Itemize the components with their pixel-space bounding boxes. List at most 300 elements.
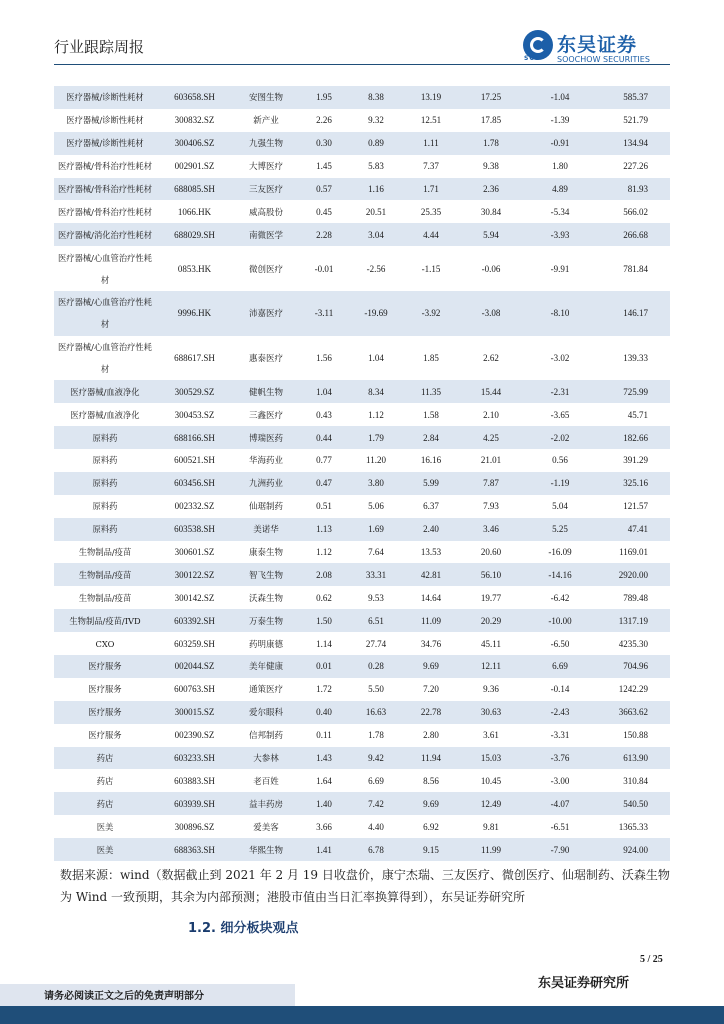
stock-code-cell: 002332.SZ xyxy=(156,495,233,518)
market-cap-cell: 134.94 xyxy=(597,132,670,155)
change-pct-cell: -3.65 xyxy=(523,403,597,426)
report-type-title: 行业跟踪周报 xyxy=(54,38,145,56)
eps-2021-cell: 1.85 xyxy=(403,336,459,381)
industry-cell: 药店 xyxy=(54,792,156,815)
eps-2020-cell: 8.38 xyxy=(349,86,403,109)
industry-cell: 医疗器械/心血管治疗性耗材 xyxy=(54,291,156,336)
logo-chinese-name: 东吴证券 xyxy=(557,34,638,56)
eps-2020-cell: 1.16 xyxy=(349,178,403,201)
change-pct-cell: -1.19 xyxy=(523,472,597,495)
stock-code-cell: 603392.SH xyxy=(156,609,233,632)
eps-2019-cell: 1.41 xyxy=(299,838,349,861)
company-name-cell: 万泰生物 xyxy=(233,609,299,632)
eps-2022-cell: 12.11 xyxy=(459,655,523,678)
eps-2021-cell: 6.37 xyxy=(403,495,459,518)
eps-2019-cell: 1.43 xyxy=(299,747,349,770)
eps-2022-cell: 12.49 xyxy=(459,792,523,815)
eps-2019-cell: 1.72 xyxy=(299,678,349,701)
eps-2020-cell: 6.51 xyxy=(349,609,403,632)
eps-2021-cell: 1.11 xyxy=(403,132,459,155)
market-cap-cell: 391.29 xyxy=(597,449,670,472)
eps-2022-cell: 20.29 xyxy=(459,609,523,632)
eps-2020-cell: 6.69 xyxy=(349,769,403,792)
eps-2019-cell: 3.66 xyxy=(299,815,349,838)
eps-2021-cell: 11.94 xyxy=(403,747,459,770)
company-name-cell: 惠泰医疗 xyxy=(233,336,299,381)
market-cap-cell: 4235.30 xyxy=(597,632,670,655)
eps-2020-cell: 6.78 xyxy=(349,838,403,861)
eps-2019-cell: 0.45 xyxy=(299,200,349,223)
change-pct-cell: -3.76 xyxy=(523,747,597,770)
eps-2021-cell: 16.16 xyxy=(403,449,459,472)
change-pct-cell: -3.00 xyxy=(523,769,597,792)
logo-abbreviation: SCS xyxy=(524,55,541,62)
change-pct-cell: -6.42 xyxy=(523,586,597,609)
market-cap-cell: 1365.33 xyxy=(597,815,670,838)
eps-2019-cell: -3.11 xyxy=(299,291,349,336)
stock-code-cell: 603538.SH xyxy=(156,518,233,541)
change-pct-cell: -2.31 xyxy=(523,380,597,403)
company-name-cell: 三鑫医疗 xyxy=(233,403,299,426)
company-name-cell: 三友医疗 xyxy=(233,178,299,201)
stock-code-cell: 300453.SZ xyxy=(156,403,233,426)
table-row xyxy=(54,747,670,770)
industry-cell: 医美 xyxy=(54,838,156,861)
table-row xyxy=(54,426,670,449)
table-row xyxy=(54,838,670,861)
eps-2021-cell: 14.64 xyxy=(403,586,459,609)
industry-cell: 原料药 xyxy=(54,472,156,495)
change-pct-cell: -10.00 xyxy=(523,609,597,632)
company-name-cell: 华熙生物 xyxy=(233,838,299,861)
market-cap-cell: 540.50 xyxy=(597,792,670,815)
company-name-cell: 健帆生物 xyxy=(233,380,299,403)
eps-2019-cell: 0.47 xyxy=(299,472,349,495)
eps-2022-cell: 11.99 xyxy=(459,838,523,861)
eps-2021-cell: 9.69 xyxy=(403,655,459,678)
stock-code-cell: 002044.SZ xyxy=(156,655,233,678)
market-cap-cell: 704.96 xyxy=(597,655,670,678)
stock-code-cell: 603456.SH xyxy=(156,472,233,495)
stock-code-cell: 600521.SH xyxy=(156,449,233,472)
company-name-cell: 药明康德 xyxy=(233,632,299,655)
industry-cell: 医疗服务 xyxy=(54,655,156,678)
market-cap-cell: 47.41 xyxy=(597,518,670,541)
logo-english-name: SOOCHOW SECURITIES xyxy=(557,55,650,64)
change-pct-cell: 4.89 xyxy=(523,178,597,201)
industry-cell: 医疗器械/骨科治疗性耗材 xyxy=(54,178,156,201)
industry-cell: 原料药 xyxy=(54,449,156,472)
industry-cell: CXO xyxy=(54,632,156,655)
company-name-cell: 智飞生物 xyxy=(233,563,299,586)
table-row xyxy=(54,701,670,724)
company-name-cell: 微创医疗 xyxy=(233,246,299,291)
eps-2019-cell: 0.30 xyxy=(299,132,349,155)
change-pct-cell: -1.39 xyxy=(523,109,597,132)
company-name-cell: 九强生物 xyxy=(233,132,299,155)
stock-code-cell: 300142.SZ xyxy=(156,586,233,609)
company-name-cell: 信邦制药 xyxy=(233,724,299,747)
footer-bar xyxy=(0,1006,724,1024)
stock-code-cell: 1066.HK xyxy=(156,200,233,223)
eps-2020-cell: 27.74 xyxy=(349,632,403,655)
change-pct-cell: 6.69 xyxy=(523,655,597,678)
change-pct-cell: -0.14 xyxy=(523,678,597,701)
eps-2019-cell: 1.45 xyxy=(299,155,349,178)
market-cap-cell: 781.84 xyxy=(597,246,670,291)
stock-code-cell: 603259.SH xyxy=(156,632,233,655)
eps-2019-cell: -0.01 xyxy=(299,246,349,291)
company-name-cell: 益丰药房 xyxy=(233,792,299,815)
eps-2021-cell: 2.84 xyxy=(403,426,459,449)
eps-2019-cell: 0.01 xyxy=(299,655,349,678)
eps-2022-cell: 56.10 xyxy=(459,563,523,586)
industry-cell: 生物制品/疫苗/IVD xyxy=(54,609,156,632)
eps-2021-cell: 6.92 xyxy=(403,815,459,838)
industry-cell: 医疗器械/心血管治疗性耗材 xyxy=(54,336,156,381)
company-name-cell: 通策医疗 xyxy=(233,678,299,701)
stock-code-cell: 300015.SZ xyxy=(156,701,233,724)
stock-code-cell: 688363.SH xyxy=(156,838,233,861)
table-row xyxy=(54,472,670,495)
stock-code-cell: 300406.SZ xyxy=(156,132,233,155)
table-row xyxy=(54,724,670,747)
eps-2022-cell: 9.38 xyxy=(459,155,523,178)
eps-2019-cell: 2.28 xyxy=(299,223,349,246)
change-pct-cell: 5.04 xyxy=(523,495,597,518)
eps-2019-cell: 0.44 xyxy=(299,426,349,449)
eps-2022-cell: 9.81 xyxy=(459,815,523,838)
eps-2022-cell: 10.45 xyxy=(459,769,523,792)
eps-2019-cell: 2.26 xyxy=(299,109,349,132)
eps-2020-cell: 1.12 xyxy=(349,403,403,426)
change-pct-cell: -2.02 xyxy=(523,426,597,449)
eps-2020-cell: 33.31 xyxy=(349,563,403,586)
eps-2022-cell: 7.87 xyxy=(459,472,523,495)
eps-2020-cell: 1.69 xyxy=(349,518,403,541)
change-pct-cell: -6.50 xyxy=(523,632,597,655)
eps-2020-cell: 9.53 xyxy=(349,586,403,609)
eps-2022-cell: 5.94 xyxy=(459,223,523,246)
eps-2020-cell: 9.42 xyxy=(349,747,403,770)
eps-2021-cell: 11.09 xyxy=(403,609,459,632)
eps-2020-cell: 1.04 xyxy=(349,336,403,381)
table-row xyxy=(54,178,670,201)
market-cap-cell: 566.02 xyxy=(597,200,670,223)
change-pct-cell: -5.34 xyxy=(523,200,597,223)
industry-cell: 医疗器械/骨科治疗性耗材 xyxy=(54,155,156,178)
eps-2021-cell: 9.69 xyxy=(403,792,459,815)
change-pct-cell: -14.16 xyxy=(523,563,597,586)
eps-2022-cell: 1.78 xyxy=(459,132,523,155)
eps-2020-cell: 7.42 xyxy=(349,792,403,815)
market-cap-cell: 182.66 xyxy=(597,426,670,449)
eps-2021-cell: 25.35 xyxy=(403,200,459,223)
eps-2019-cell: 0.11 xyxy=(299,724,349,747)
company-name-cell: 老百姓 xyxy=(233,769,299,792)
eps-2019-cell: 0.77 xyxy=(299,449,349,472)
stock-code-cell: 002901.SZ xyxy=(156,155,233,178)
stock-code-cell: 603658.SH xyxy=(156,86,233,109)
eps-2020-cell: 20.51 xyxy=(349,200,403,223)
change-pct-cell: 5.25 xyxy=(523,518,597,541)
eps-2021-cell: 13.53 xyxy=(403,541,459,564)
market-cap-cell: 789.48 xyxy=(597,586,670,609)
table-row xyxy=(54,518,670,541)
eps-2021-cell: 5.99 xyxy=(403,472,459,495)
stock-code-cell: 002390.SZ xyxy=(156,724,233,747)
eps-2021-cell: 7.20 xyxy=(403,678,459,701)
eps-2021-cell: 42.81 xyxy=(403,563,459,586)
company-name-cell: 南微医学 xyxy=(233,223,299,246)
eps-2021-cell: 12.51 xyxy=(403,109,459,132)
eps-2019-cell: 1.50 xyxy=(299,609,349,632)
eps-2020-cell: 0.28 xyxy=(349,655,403,678)
eps-2020-cell: 8.34 xyxy=(349,380,403,403)
market-cap-cell: 81.93 xyxy=(597,178,670,201)
table-row xyxy=(54,815,670,838)
change-pct-cell: -7.90 xyxy=(523,838,597,861)
eps-2022-cell: 2.36 xyxy=(459,178,523,201)
eps-2022-cell: 2.10 xyxy=(459,403,523,426)
table-row xyxy=(54,380,670,403)
table-row xyxy=(54,609,670,632)
company-name-cell: 沃森生物 xyxy=(233,586,299,609)
table-row xyxy=(54,291,670,336)
market-cap-cell: 1317.19 xyxy=(597,609,670,632)
table-row xyxy=(54,449,670,472)
eps-2021-cell: 1.71 xyxy=(403,178,459,201)
table-row xyxy=(54,155,670,178)
company-name-cell: 大博医疗 xyxy=(233,155,299,178)
table-row xyxy=(54,86,670,109)
eps-2019-cell: 1.14 xyxy=(299,632,349,655)
eps-2022-cell: 2.62 xyxy=(459,336,523,381)
company-name-cell: 仙琚制药 xyxy=(233,495,299,518)
company-name-cell: 博瑞医药 xyxy=(233,426,299,449)
change-pct-cell: 0.56 xyxy=(523,449,597,472)
stock-table xyxy=(54,86,670,861)
table-row xyxy=(54,223,670,246)
stock-code-cell: 603233.SH xyxy=(156,747,233,770)
company-name-cell: 爱尔眼科 xyxy=(233,701,299,724)
change-pct-cell: -1.04 xyxy=(523,86,597,109)
industry-cell: 医疗服务 xyxy=(54,724,156,747)
change-pct-cell: -0.91 xyxy=(523,132,597,155)
company-name-cell: 九洲药业 xyxy=(233,472,299,495)
eps-2019-cell: 1.12 xyxy=(299,541,349,564)
company-name-cell: 沛嘉医疗 xyxy=(233,291,299,336)
change-pct-cell: -4.07 xyxy=(523,792,597,815)
section-heading: 1.2. 细分板块观点 xyxy=(188,921,299,936)
stock-code-cell: 688166.SH xyxy=(156,426,233,449)
eps-2021-cell: 2.40 xyxy=(403,518,459,541)
eps-2020-cell: 16.63 xyxy=(349,701,403,724)
stock-code-cell: 688029.SH xyxy=(156,223,233,246)
eps-2022-cell: 17.85 xyxy=(459,109,523,132)
table-row xyxy=(54,632,670,655)
eps-2019-cell: 1.64 xyxy=(299,769,349,792)
market-cap-cell: 139.33 xyxy=(597,336,670,381)
market-cap-cell: 1169.01 xyxy=(597,541,670,564)
stock-code-cell: 688085.SH xyxy=(156,178,233,201)
footer-disclaimer: 请务必阅读正文之后的免责声明部分 xyxy=(44,991,204,1002)
market-cap-cell: 266.68 xyxy=(597,223,670,246)
eps-2021-cell: 4.44 xyxy=(403,223,459,246)
eps-2020-cell: -2.56 xyxy=(349,246,403,291)
eps-2020-cell: 3.80 xyxy=(349,472,403,495)
eps-2019-cell: 1.95 xyxy=(299,86,349,109)
eps-2020-cell: 9.32 xyxy=(349,109,403,132)
market-cap-cell: 150.88 xyxy=(597,724,670,747)
eps-2021-cell: -3.92 xyxy=(403,291,459,336)
table-row xyxy=(54,678,670,701)
industry-cell: 医疗器械/血液净化 xyxy=(54,380,156,403)
eps-2022-cell: 21.01 xyxy=(459,449,523,472)
industry-cell: 医疗器械/诊断性耗材 xyxy=(54,132,156,155)
page-number: 5 / 25 xyxy=(640,954,663,965)
industry-cell: 生物制品/疫苗 xyxy=(54,541,156,564)
industry-cell: 医疗器械/诊断性耗材 xyxy=(54,109,156,132)
eps-2020-cell: 5.83 xyxy=(349,155,403,178)
eps-2022-cell: -3.08 xyxy=(459,291,523,336)
industry-cell: 医疗器械/诊断性耗材 xyxy=(54,86,156,109)
stock-table-body xyxy=(54,86,670,861)
stock-code-cell: 300122.SZ xyxy=(156,563,233,586)
industry-cell: 药店 xyxy=(54,747,156,770)
market-cap-cell: 325.16 xyxy=(597,472,670,495)
industry-cell: 生物制品/疫苗 xyxy=(54,563,156,586)
eps-2022-cell: 17.25 xyxy=(459,86,523,109)
eps-2020-cell: 0.89 xyxy=(349,132,403,155)
eps-2022-cell: -0.06 xyxy=(459,246,523,291)
industry-cell: 药店 xyxy=(54,769,156,792)
table-row xyxy=(54,792,670,815)
industry-cell: 原料药 xyxy=(54,518,156,541)
industry-cell: 医疗器械/骨科治疗性耗材 xyxy=(54,200,156,223)
table-row xyxy=(54,246,670,291)
market-cap-cell: 613.90 xyxy=(597,747,670,770)
industry-cell: 原料药 xyxy=(54,495,156,518)
eps-2019-cell: 1.56 xyxy=(299,336,349,381)
eps-2019-cell: 1.04 xyxy=(299,380,349,403)
eps-2019-cell: 2.08 xyxy=(299,563,349,586)
stock-code-cell: 300529.SZ xyxy=(156,380,233,403)
market-cap-cell: 121.57 xyxy=(597,495,670,518)
eps-2022-cell: 45.11 xyxy=(459,632,523,655)
eps-2022-cell: 9.36 xyxy=(459,678,523,701)
eps-2022-cell: 15.03 xyxy=(459,747,523,770)
eps-2019-cell: 0.57 xyxy=(299,178,349,201)
market-cap-cell: 45.71 xyxy=(597,403,670,426)
market-cap-cell: 2920.00 xyxy=(597,563,670,586)
eps-2022-cell: 4.25 xyxy=(459,426,523,449)
market-cap-cell: 924.00 xyxy=(597,838,670,861)
table-row xyxy=(54,586,670,609)
eps-2020-cell: -19.69 xyxy=(349,291,403,336)
change-pct-cell: 1.80 xyxy=(523,155,597,178)
eps-2022-cell: 19.77 xyxy=(459,586,523,609)
eps-2019-cell: 0.43 xyxy=(299,403,349,426)
eps-2021-cell: 11.35 xyxy=(403,380,459,403)
market-cap-cell: 725.99 xyxy=(597,380,670,403)
eps-2019-cell: 1.40 xyxy=(299,792,349,815)
market-cap-cell: 3663.62 xyxy=(597,701,670,724)
stock-code-cell: 300601.SZ xyxy=(156,541,233,564)
table-row xyxy=(54,403,670,426)
market-cap-cell: 310.84 xyxy=(597,769,670,792)
company-name-cell: 康泰生物 xyxy=(233,541,299,564)
table-row xyxy=(54,769,670,792)
table-row xyxy=(54,655,670,678)
eps-2021-cell: 13.19 xyxy=(403,86,459,109)
eps-2021-cell: 22.78 xyxy=(403,701,459,724)
data-source-note: 数据来源：wind（数据截止到 2021 年 2 月 19 日收盘价，康宁杰瑞、三友医疗、微创医疗、仙琚制药、沃森生物为 Wind 一致预期，其余为内部预测；港股市值由当日汇率换算得到），东吴证券研究所 xyxy=(60,868,670,904)
change-pct-cell: -3.93 xyxy=(523,223,597,246)
industry-cell: 医美 xyxy=(54,815,156,838)
market-cap-cell: 1242.29 xyxy=(597,678,670,701)
footer-organization: 东吴证券研究所 xyxy=(538,976,630,991)
eps-2022-cell: 3.46 xyxy=(459,518,523,541)
table-row xyxy=(54,132,670,155)
eps-2021-cell: 8.56 xyxy=(403,769,459,792)
stock-code-cell: 688617.SH xyxy=(156,336,233,381)
eps-2019-cell: 0.51 xyxy=(299,495,349,518)
stock-code-cell: 9996.HK xyxy=(156,291,233,336)
eps-2021-cell: 7.37 xyxy=(403,155,459,178)
table-row xyxy=(54,563,670,586)
stock-code-cell: 600763.SH xyxy=(156,678,233,701)
table-row xyxy=(54,336,670,381)
industry-cell: 生物制品/疫苗 xyxy=(54,586,156,609)
change-pct-cell: -2.43 xyxy=(523,701,597,724)
company-name-cell: 大参林 xyxy=(233,747,299,770)
company-name-cell: 美年健康 xyxy=(233,655,299,678)
table-row xyxy=(54,200,670,223)
eps-2020-cell: 1.78 xyxy=(349,724,403,747)
industry-cell: 医疗器械/消化治疗性耗材 xyxy=(54,223,156,246)
change-pct-cell: -3.31 xyxy=(523,724,597,747)
eps-2022-cell: 30.84 xyxy=(459,200,523,223)
change-pct-cell: -3.02 xyxy=(523,336,597,381)
eps-2020-cell: 1.79 xyxy=(349,426,403,449)
eps-2021-cell: 9.15 xyxy=(403,838,459,861)
industry-cell: 医疗器械/心血管治疗性耗材 xyxy=(54,246,156,291)
market-cap-cell: 521.79 xyxy=(597,109,670,132)
change-pct-cell: -9.91 xyxy=(523,246,597,291)
eps-2022-cell: 15.44 xyxy=(459,380,523,403)
eps-2019-cell: 0.40 xyxy=(299,701,349,724)
eps-2020-cell: 11.20 xyxy=(349,449,403,472)
eps-2022-cell: 3.61 xyxy=(459,724,523,747)
eps-2022-cell: 20.60 xyxy=(459,541,523,564)
eps-2020-cell: 5.50 xyxy=(349,678,403,701)
eps-2021-cell: -1.15 xyxy=(403,246,459,291)
table-row xyxy=(54,495,670,518)
eps-2020-cell: 7.64 xyxy=(349,541,403,564)
change-pct-cell: -6.51 xyxy=(523,815,597,838)
industry-cell: 医疗服务 xyxy=(54,701,156,724)
stock-code-cell: 300896.SZ xyxy=(156,815,233,838)
eps-2022-cell: 7.93 xyxy=(459,495,523,518)
eps-2020-cell: 5.06 xyxy=(349,495,403,518)
eps-2019-cell: 1.13 xyxy=(299,518,349,541)
stock-code-cell: 603883.SH xyxy=(156,769,233,792)
company-logo xyxy=(523,30,673,66)
company-name-cell: 华海药业 xyxy=(233,449,299,472)
industry-cell: 医疗器械/血液净化 xyxy=(54,403,156,426)
change-pct-cell: -8.10 xyxy=(523,291,597,336)
